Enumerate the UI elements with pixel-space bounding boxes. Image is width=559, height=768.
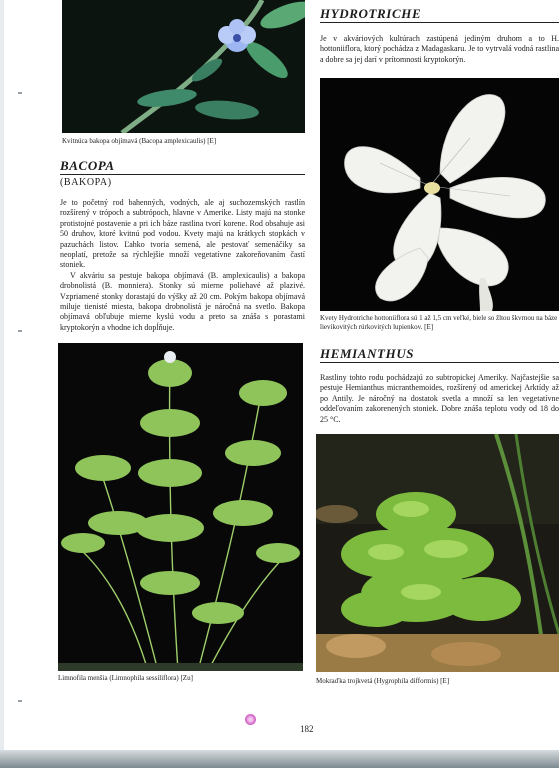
section-subheading-bacopa: (BAKOPA) bbox=[60, 177, 112, 188]
hydrotriche-flower-photo bbox=[320, 78, 559, 311]
edge-mark bbox=[18, 700, 22, 702]
edge-mark bbox=[18, 330, 22, 332]
heading-rule bbox=[60, 174, 305, 175]
heading-rule bbox=[320, 362, 559, 363]
limnophila-photo bbox=[58, 343, 303, 671]
hemianthus-body bbox=[320, 373, 559, 425]
photo-caption: Limnofila menšia (Limnophila sessiliflora) [Zu] bbox=[58, 674, 193, 682]
bacopa-body bbox=[60, 198, 305, 333]
page-bottom-band bbox=[0, 750, 559, 768]
edge-mark bbox=[18, 92, 22, 94]
flower-ornament bbox=[245, 714, 256, 725]
bacopa-flower-photo bbox=[62, 0, 305, 133]
photo-caption: Kvitnúca bakopa objímavá (Bacopa amplexicaulis) [E] bbox=[62, 137, 217, 145]
page-number: 182 bbox=[300, 724, 314, 734]
photo-caption: Mokraďka trojkvetá (Hygrophila difformis) [E] bbox=[316, 677, 450, 685]
hygrophila-photo bbox=[316, 434, 559, 672]
section-heading-hemianthus: HEMIANTHUS bbox=[320, 346, 415, 361]
hydrotriche-body bbox=[320, 34, 559, 65]
paragraph: Je to početný rod bahenných, vodných, ale aj suchozemských rastlín rozšírený v trópoch a subtrópoch, hlavne v Amerike. Listy majú na stonke protistojné postavenie a pri ich báze rastlina tvorí korene. Rod obsahuje asi 50 druhov, ktoré kvitnú pod vodou. Kvety majú na krátkych stopkách v pazuchách listov. Ľahko tvoria semená, ale pestovať semenáčiky sa neoplatí, pretože sa rýchlejšie množí vegetatívne zakoreňovaním častí stoniek. bbox=[60, 198, 305, 270]
page-edge bbox=[0, 0, 4, 768]
heading-rule bbox=[320, 22, 559, 23]
paragraph: Rastliny tohto rodu pochádzajú zo subtropickej Ameriky. Najčastejšie sa pestuje Hemianthus micranthemoides, rozšírený od americkej Arktídy až po Antily. Je náročný na dostatok svetla a množí sa len vegetatívne oddeľovaním zakorenených stoniek. Dobre znáša teplotu vody od 18 do 25 °C. bbox=[320, 373, 559, 424]
paragraph: Je v akváriových kultúrach zastúpená jediným druhom a to H. hottoniiflora, ktorý pochádza z Madagaskaru. Je to vytrvalá vodná rastlina a dobre sa jej darí v prítomnosti kryptokorýn. bbox=[320, 34, 559, 64]
photo-caption: Kvety Hydrotriche hottoniiflora sú 1 až 1,5 cm veľké, biele so žltou škvrnou na báze lievikovitých rúrkovitých lupienkov. [E] bbox=[320, 314, 558, 331]
section-heading-hydrotriche: HYDROTRICHE bbox=[320, 6, 422, 21]
paragraph: V akváriu sa pestuje bakopa objímavá (B. amplexicaulis) a bakopa drobnolistá (B. monniera). Stonky sú mierne poliehavé až plazivé. Vzpriamené stonky dorastajú do výšky až 20 cm. Pokým bakopa objímavá miluje tienisté miesta, bakopa drobnolistá je náročná na svetlo. Bakopa objímavá obľubuje mierne kyslú vodu a preto sa znáša s porastami kryptokorýn a vhodne ich dopĺňuje. bbox=[60, 270, 305, 332]
section-heading-bacopa: BACOPA bbox=[60, 158, 115, 173]
